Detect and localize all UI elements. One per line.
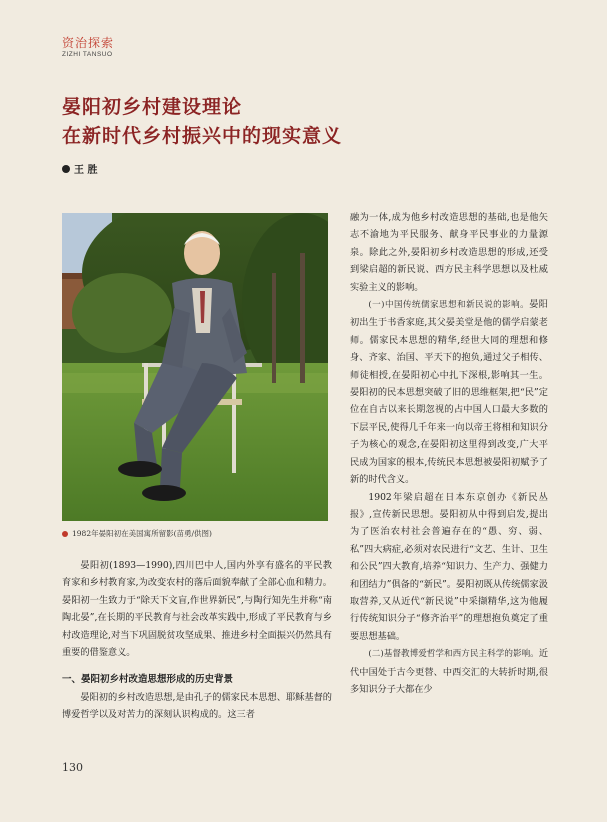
photo-caption (62, 528, 212, 539)
author-byline (62, 161, 97, 176)
subsection-heading-two: (二)基督教博爱哲学和西方民主科学的影响。 (368, 649, 539, 660)
bullet-icon (62, 165, 70, 173)
body-paragraph: 晏阳初的乡村改造思想,是由孔子的儒家民本思想、耶稣基督的博爱哲学以及对苦力的深刻认识构成的。这三者 (62, 691, 332, 721)
left-column (62, 557, 332, 724)
body-paragraph: 1902年梁启超在日本东京创办《新民丛报》,宣传新民思想。晏阳初从中得到启发,提出为了医治农村社会普遍存在的“愚、穷、弱、私”四大病症,必须对农民进行“文艺、生计、卫生和公民”四大教育,培养“知识力、生产力、强健力和团结力”俱备的“新民”。晏阳初既从传统儒家汲取营养,又从近代“新民说”中采撷精华,这为他履行传统知识分子“修齐治平”的理想抱负奠定了重要思想基础。 (350, 491, 548, 642)
section-tag (62, 36, 114, 59)
subsection-one-text: 晏阳初出生于书香家庭,其父晏美堂是他的儒学启蒙老师。儒家民本思想的精华,经世大同的理想和修身、齐家、治国、平天下的抱负,通过父子相传、师徒相授,在晏阳初心中扎下深根,影响其一生。晏阳初的民本思想突破了旧的思维框架,把“民”定位在自古以来长期忽视的占中国人口最大多数的下层平民,使得几千年来一向以帝王将相和知识分子为核心的观念,在晏阳初这里得到改变,广大平民成为国家的根本,传统民本思想被晏阳初赋予了新的时代含义。 (350, 299, 548, 486)
page-number: 130 (62, 761, 83, 774)
subsection-one (350, 296, 548, 488)
bullet-icon (62, 531, 68, 537)
section-name-pinyin: ZIZHI TANSUO (62, 51, 113, 58)
title-line-1: 晏阳初乡村建设理论 (62, 96, 243, 118)
section-heading-one: 一、晏阳初乡村改造思想形成的历史背景 (62, 674, 234, 686)
caption-text: 1982年晏阳初在美国寓所留影(苗勇/供图) (72, 529, 212, 538)
article-title (62, 93, 342, 151)
section-name: 资治探索 (62, 36, 115, 50)
body-paragraph: 融为一体,成为他乡村改造思想的基础,也是他矢志不渝地为平民服务、献身平民事业的力量源泉。除此之外,晏阳初乡村改造思想的形成,还受到梁启超的新民说、西方民主科学思想以及杜威实验主义的影响。 (350, 212, 548, 293)
portrait-photo (62, 213, 328, 521)
subsection-heading-one: (一)中国传统儒家思想和新民说的影响。 (368, 300, 530, 311)
subsection-two-text: 近代中国处于古今更替、中西交汇的大转折时期,很多知识分子大都在少 (350, 648, 548, 695)
intro-paragraph: 晏阳初(1893—1990),四川巴中人,国内外享有盛名的平民教育家和乡村教育家,为改变农村的落后面貌奉献了全部心血和精力。晏阳初一生致力于“除天下文盲,作世界新民”,与陶行知先生并称“南陶北晏”,在长期的平民教育与社会改革实践中,形成了平民教育与乡村改造理论,对当下巩固脱贫攻坚成果、推进乡村全面振兴仍然具有重要的借鉴意义。 (62, 560, 332, 659)
subsection-two (350, 645, 548, 698)
author-name: 王 胜 (74, 165, 98, 176)
right-column (350, 209, 548, 698)
title-line-2: 在新时代乡村振兴中的现实意义 (62, 125, 343, 147)
